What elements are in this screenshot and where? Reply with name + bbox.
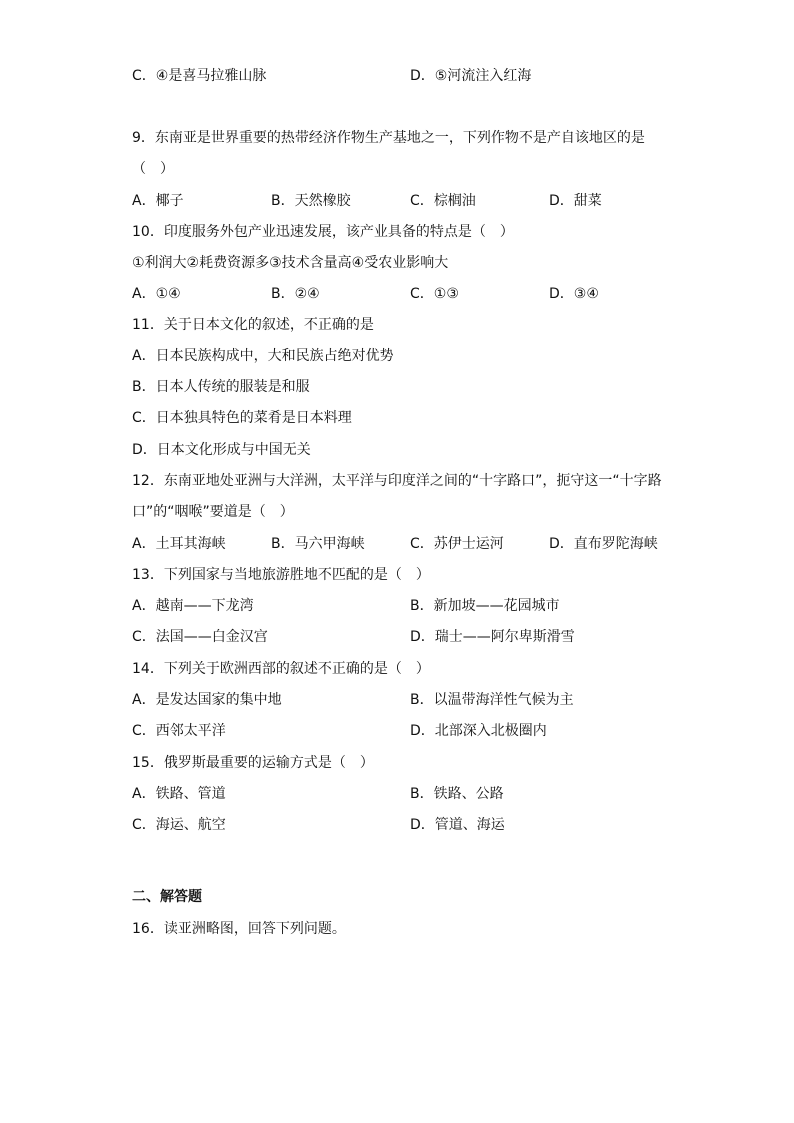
- q10-choices: ①利润大②耗费资源多③技术含量高④受农业影响大: [132, 255, 449, 271]
- q14-option-c: C．西邻太平洋: [132, 723, 226, 739]
- q13-option-d: D．瑞士——阿尔卑斯滑雪: [410, 629, 575, 645]
- q12-option-d: D．直布罗陀海峡: [549, 536, 658, 552]
- q10-option-b: B．②④: [271, 286, 320, 302]
- q12-option-c: C．苏伊士运河: [410, 536, 504, 552]
- q8-option-d: D．⑤河流注入红海: [410, 68, 532, 84]
- q13-option-b: B．新加坡——花园城市: [410, 598, 560, 614]
- q14-option-a: A．是发达国家的集中地: [132, 692, 282, 708]
- q9-stem: 9．东南亚是世界重要的热带经济作物生产基地之一，下列作物不是产自该地区的是: [132, 130, 645, 146]
- q11-stem: 11．关于日本文化的叙述，不正确的是: [132, 317, 374, 333]
- q10-option-d: D．③④: [549, 286, 599, 302]
- q9-option-a: A．椰子: [132, 193, 184, 209]
- q15-option-b: B．铁路、公路: [410, 786, 504, 802]
- q14-stem: 14．下列关于欧洲西部的叙述不正确的是（ ）: [132, 661, 430, 677]
- q16-stem: 16．读亚洲略图，回答下列问题。: [132, 921, 346, 937]
- q12-option-a: A．土耳其海峡: [132, 536, 226, 552]
- q11-option-d: D．日本文化形成与中国无关: [132, 442, 311, 458]
- q9-option-c: C．棕榈油: [410, 193, 476, 209]
- q12-option-b: B．马六甲海峡: [271, 536, 365, 552]
- q10-stem: 10．印度服务外包产业迅速发展，该产业具备的特点是（ ）: [132, 224, 514, 240]
- q10-option-c: C．①③: [410, 286, 459, 302]
- q12-stem-line1: 12．东南亚地处亚洲与大洋洲，太平洋与印度洋之间的“十字路口”，扼守这一“十字路: [132, 473, 662, 489]
- q13-option-a: A．越南——下龙湾: [132, 598, 254, 614]
- section-heading-answer-questions: 二、解答题: [132, 889, 202, 905]
- q14-option-b: B．以温带海洋性气候为主: [410, 692, 574, 708]
- q11-option-a: A．日本民族构成中，大和民族占绝对优势: [132, 348, 394, 364]
- q13-option-c: C．法国——白金汉宫: [132, 629, 268, 645]
- q9-paren: （ ）: [132, 161, 174, 177]
- q15-option-a: A．铁路、管道: [132, 786, 226, 802]
- q14-option-d: D．北部深入北极圈内: [410, 723, 547, 739]
- q15-stem: 15．俄罗斯最重要的运输方式是（ ）: [132, 755, 374, 771]
- q8-option-c: C．④是喜马拉雅山脉: [132, 68, 267, 84]
- q9-option-b: B．天然橡胶: [271, 193, 351, 209]
- q9-option-d: D．甜菜: [549, 193, 602, 209]
- q15-option-d: D．管道、海运: [410, 817, 505, 833]
- q11-option-b: B．日本人传统的服装是和服: [132, 379, 310, 395]
- q10-option-a: A．①④: [132, 286, 181, 302]
- q15-option-c: C．海运、航空: [132, 817, 226, 833]
- q12-stem-line2: 口”的“咽喉”要道是（ ）: [132, 504, 294, 520]
- q13-stem: 13．下列国家与当地旅游胜地不匹配的是（ ）: [132, 567, 430, 583]
- q11-option-c: C．日本独具特色的菜肴是日本料理: [132, 410, 352, 426]
